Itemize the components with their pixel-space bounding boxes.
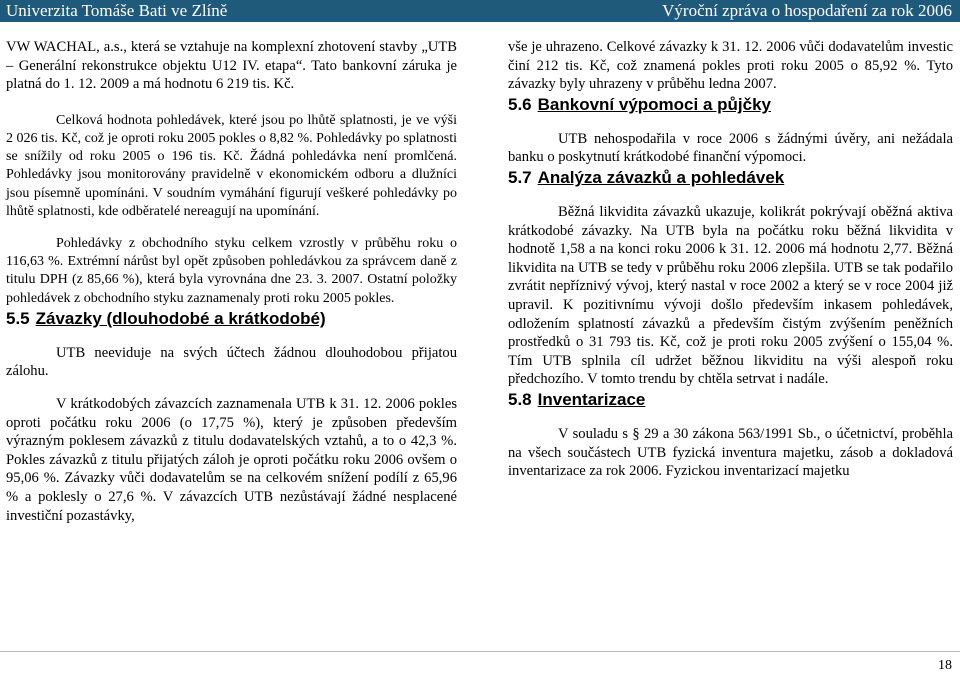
section-heading-5-7 (508, 167, 953, 189)
paragraph-liabilities-continued: vše je uhrazeno. Celkové závazky k 31. 12. 2006 vůči dodavatelům investic činí 212 tis. Kč, což znamená pokles proti roku 2005 o 85,92 %. Tyto závazky byly uhrazeny v průběhu ledna 2007. (508, 39, 953, 93)
paragraph-bank-loans: UTB nehospodařila v roce 2006 s žádnými úvěry, ani nežádala banku o poskytnutí krátkodobé finanční výpomoci. (508, 130, 953, 166)
section-title: Analýza závazků a pohledávek (537, 167, 785, 187)
page-number: 18 (938, 658, 952, 673)
right-column (508, 38, 953, 481)
paragraph-long-term-liabilities: UTB neeviduje na svých účtech žádnou dlouhodobou přijatou zálohu. (6, 344, 457, 380)
paragraph-inventory: V souladu s § 29 a 30 zákona 563/1991 Sb., o účetnictví, proběhla na všech součástech UTB fyzická inventura majetku, zásob a dokladová inventarizace za rok 2006. Fyzickou inventarizací majetku (508, 425, 953, 480)
paragraph-liquidity-analysis: Běžná likvidita závazků ukazuje, kolikrát pokrývají oběžná aktiva krátkodobé závazky. Na UTB byla na počátku roku běžná likvidita v hodnotě 1,58 a na konci roku 2006 k 31. 12. 2006 má hodnotu 2,77. Běžná likvidita na UTB se tedy v průběhu roku 2006 zlepšila. UTB se tak podařilo zvrátit nepříznivý vývoj, který nastal v roce 2002 a který se v roce 2004 již upravil. K pozitivnímu vývoji došlo především inkasem pohledávek, odložením splatností závazků a především čistým zvýšením peněžních prostředků o 31 793 tis. Kč, což je proti roku 2005 zvýšení o 155,04 %. Tím UTB splnila cíl udržet běžnou likviditu na výši alespoň roku předchozího. V tomto trendu by chtěla setrvat i nadále. (508, 203, 953, 388)
paragraph-bank-guarantee: VW WACHAL, a.s., která se vztahuje na komplexní zhotovení stavby „UTB – Generální rekonstrukce objektu U12 IV. etapa“. Tato bankovní záruka je platná do 1. 12. 2009 a má hodnotu 6 219 tis. Kč. (6, 39, 457, 93)
section-heading-5-8 (508, 389, 953, 411)
section-heading-5-5 (6, 308, 457, 330)
paragraph-short-term-liabilities: V krátkodobých závazcích zaznamenala UTB k 31. 12. 2006 pokles oproti počátku roku 2006 (o 17,75 %), který je způsoben především výrazným poklesem závazků z titulu dodavatelských vztahů, a to o 42,3 %. Pokles závazků z titulu přijatých záloh je oproti počátku roku 2006 ovšem o 95,06 %. Závazky vůči dodavatelům se na celkovém snížení podílí z 65,96 % a poklesly o 27,6 %. V závazcích UTB nezůstávají žádné nesplacené investiční pozastávky, (6, 396, 457, 524)
paragraph-overdue-receivables: Celková hodnota pohledávek, které jsou po lhůtě splatnosti, je ve výši 2 026 tis. Kč, což je oproti roku 2005 pokles o 8,82 %. Pohledávky po splatnosti se snížily od roku 2005 o 196 tis. Kč. Žádná pohledávka není promlčená. Pohledávky jsou monitorovány pravidelně v ekonomickém odboru a dlužníci jsou písemně upomínáni. V soudním vymáhání figurují veškeré pohledávky po lhůtě splatnosti, kde odběratelé nereagují na upomínání. (6, 112, 457, 219)
section-title: Inventarizace (537, 389, 646, 409)
section-title: Závazky (dlouhodobé a krátkodobé) (35, 308, 326, 328)
section-title: Bankovní výpomoci a půjčky (537, 94, 771, 114)
section-number: 5.6 (508, 94, 532, 114)
section-number: 5.8 (508, 389, 532, 409)
paragraph-trade-receivables: Pohledávky z obchodního styku celkem vzrostly v průběhu roku o 116,63 %. Extrémní nárůst byl opět způsoben pohledávkou za správcem daně z titulu DPH (z 85,66 %), která byla vyrovnána dne 23. 3. 2007. Ostatní položky pohledávek z obchodního styku zaznamenaly proti roku 2005 pokles. (6, 236, 457, 306)
footer-divider (0, 651, 960, 652)
header-report-title: Výroční zpráva o hospodaření za rok 2006 (662, 1, 952, 20)
header-university: Univerzita Tomáše Bati ve Zlíně (6, 1, 228, 20)
section-number: 5.7 (508, 167, 532, 187)
section-heading-5-6 (508, 94, 953, 116)
section-number: 5.5 (6, 308, 30, 328)
page-header (0, 0, 960, 22)
left-column (6, 38, 457, 525)
